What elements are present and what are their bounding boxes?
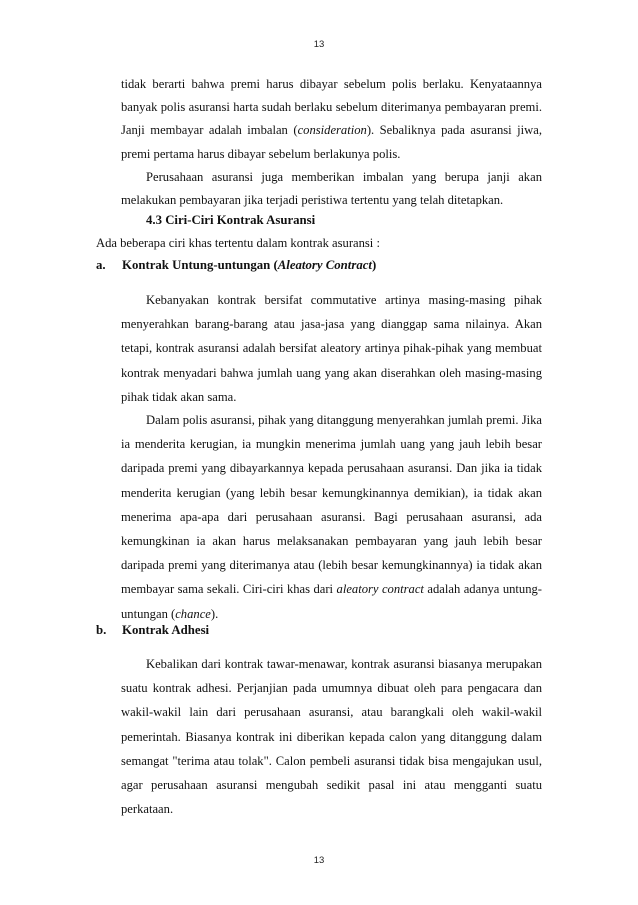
paragraph-a2-italic-1: aleatory contract <box>336 582 424 597</box>
paragraph-continued-text-a: tidak berarti bahwa premi harus dibayar sebelum polis berlaku. Kenyataannya banyak polis asuransi harta sudah berlaku sebelum diterimanya pembayaran premi. Janji membayar adalah imbalan ( <box>121 77 542 138</box>
heading-a-close: ) <box>371 258 377 272</box>
paragraph-a1: Kebanyakan kontrak bersifat commutative artinya masing-masing pihak menyerahkan barang-barang atau jasa-jasa yang dianggap sama nilainya. Akan tetapi, kontrak asuransi adalah bersifat aleatory artinya pihak-pihak yang membuat kontrak menyadari bahwa jumlah uang yang akan diserahkan oleh masing-masing pihak tidak akan sama. <box>121 293 542 404</box>
paragraph-a2-text-c: adalah adanya untung-untungan ( <box>121 582 543 621</box>
paragraph-a2 <box>121 408 542 626</box>
paragraph-a2-text-e: ). <box>210 606 219 621</box>
paragraph-a2-italic-2: chance <box>175 606 211 621</box>
page-number-bottom: 13 <box>313 855 325 866</box>
heading-a-marker: a. <box>96 258 106 272</box>
paragraph-continued-italic: consideration <box>297 123 367 138</box>
heading-a-text: Kontrak Untung-untungan ( <box>122 258 278 272</box>
heading-b-marker: b. <box>96 623 107 637</box>
paragraph-continued-text-c: ). Sebaliknya pada asuransi jiwa, premi pertama harus dibayar sebelum berlakunya polis. <box>121 123 542 161</box>
paragraph-continued <box>121 73 542 166</box>
heading-b <box>96 623 209 638</box>
intro-text: Ada beberapa ciri khas tertentu dalam kontrak asuransi : <box>96 236 380 250</box>
heading-a <box>96 258 376 273</box>
paragraph-b1: Kebalikan dari kontrak tawar-menawar, kontrak asuransi biasanya merupakan suatu kontrak adhesi. Perjanjian pada umumnya dibuat oleh para pengacara dan wakil-wakil lain dari perusahaan asuransi, atau barangkali oleh wakil-wakil pemerintah. Biasanya kontrak ini diberikan kepada calon yang ditanggung dalam semangat "terima atau tolak". Calon pembeli asuransi tidak bisa mengajukan usul, agar perusahaan asuransi mengubah sedikit pasal ini atau mengganti suatu perkataan. <box>121 657 542 817</box>
heading-a-italic: Aleatory Contract <box>277 258 372 272</box>
paragraph-a2-text-a: Dalam polis asuransi, pihak yang ditanggung menyerahkan jumlah premi. Jika ia menderita kerugian, ia mungkin menerima jumlah uang yang jauh lebih besar daripada premi yang dibayarkannya kepada perusahaan asuransi. Dan jika ia tidak menderita kerugian (yang lebih besar kemungkinannya demikian), ia tidak akan menerima apa-apa dari perusahaan asuransi. Bagi perusahaan asuransi, ada kemungkinan ia akan harus melaksanakan pembayaran yang jauh lebih besar daripada premi yang diterimanya atau (lebih besar kemungkinannya) ia tidak akan membayar sama sekali. Ciri-ciri khas dari <box>121 413 542 597</box>
page-number-top: 13 <box>313 39 325 50</box>
section-heading: 4.3 Ciri-Ciri Kontrak Asuransi <box>146 213 316 227</box>
heading-b-text: Kontrak Adhesi <box>122 623 210 637</box>
paragraph-insurer: Perusahaan asuransi juga memberikan imbalan yang berupa janji akan melakukan pembayaran jika terjadi peristiwa tertentu yang telah ditetapkan. <box>121 170 542 208</box>
